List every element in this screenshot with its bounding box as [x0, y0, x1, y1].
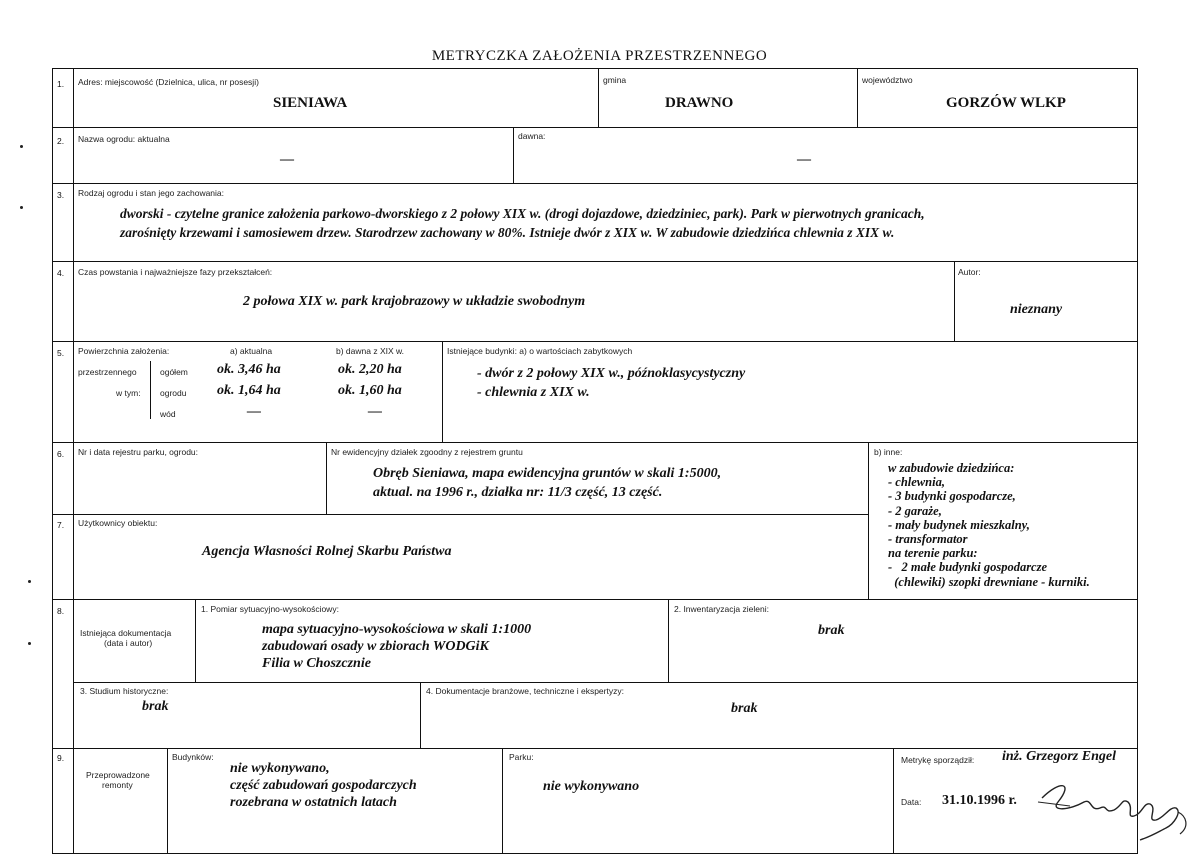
register-label: Nr i data rejestru parku, ogrodu: — [78, 447, 199, 457]
area-current-label: a) aktualna — [230, 346, 273, 356]
voivodeship-value: GORZÓW WLKP — [946, 95, 1066, 111]
section-number: 8. — [57, 606, 65, 616]
date-value: 31.10.1996 r. — [942, 793, 1017, 808]
margin-mark — [28, 580, 31, 583]
area-former-garden: ok. 1,60 ha — [338, 383, 402, 398]
section-number: 5. — [57, 348, 65, 358]
section-number: 3. — [57, 190, 65, 200]
buildings-label: Istniejące budynki: a) o wartościach zabytkowych — [447, 346, 633, 356]
area-former-label: b) dawna z XIX w. — [336, 346, 405, 356]
plot-label: Nr ewidencyjny działek zgoodny z rejestrem gruntu — [331, 447, 523, 457]
author-label: Autor: — [958, 267, 981, 277]
document-title: METRYCZKA ZAŁOŻENIA PRZESTRZENNEGO — [431, 48, 768, 64]
other-buildings-list — [888, 461, 1090, 589]
users-value: Agencja Własności Rolnej Skarbu Państwa — [202, 544, 452, 559]
address-label: Adres: miejscowość (Dzielnica, ulica, nr posesji) — [78, 77, 259, 87]
gmina-label: gmina — [603, 75, 627, 85]
expertise-label: 4. Dokumentacje branżowe, techniczne i ekspertyzy: — [426, 686, 624, 696]
other-buildings-item: - 3 budynki gospodarcze, — [888, 489, 1016, 504]
buildings-repairs-line-3: rozebrana w ostatnich latach — [230, 795, 397, 810]
buildings-repairs-line-1: nie wykonywano, — [230, 761, 330, 776]
prepared-by-label: Metrykę sporządził: — [901, 755, 975, 765]
margin-mark — [28, 642, 31, 645]
address-value: SIENIAWA — [273, 95, 348, 111]
plot-line-2: aktual. na 1996 r., działka nr: 11/3 część, 13 część. — [373, 485, 663, 500]
spatial-label: przestrzennego — [78, 367, 137, 377]
other-buildings-item: - transformator — [888, 532, 968, 547]
margin-mark — [20, 206, 23, 209]
gmina-value: DRAWNO — [665, 95, 734, 111]
other-buildings-item: (chlewiki) szopki drewniane - kurniki. — [888, 574, 1090, 589]
section-number: 2. — [57, 136, 65, 146]
area-former-total: ok. 2,20 ha — [338, 362, 402, 377]
other-buildings-item: - 2 garaże, — [888, 503, 942, 518]
history-value: 2 połowa XIX w. park krajobrazowy w układzie swobodnym — [243, 294, 586, 309]
garden-label: ogrodu — [160, 388, 187, 398]
including-label: w tym: — [116, 388, 141, 398]
documentation-sublabel: (data i autor) — [104, 638, 153, 648]
repairs-label: Przeprowadzone — [86, 770, 150, 780]
former-name-value: — — [797, 152, 811, 167]
section-number: 9. — [57, 753, 65, 763]
area-current-total: ok. 3,46 ha — [217, 362, 281, 377]
margin-mark — [20, 145, 23, 148]
other-buildings-label: b) inne: — [874, 447, 903, 457]
greenery-label: 2. Inwentaryzacja zieleni: — [674, 604, 769, 614]
other-buildings-item: w zabudowie dziedzińca: — [888, 461, 1015, 475]
other-buildings-item: - mały budynek mieszkalny, — [888, 517, 1030, 532]
buildings-repairs-label: Budynków: — [172, 752, 214, 762]
voivodeship-label: województwo — [862, 75, 913, 85]
section-number: 6. — [57, 449, 65, 459]
survey-line-1: mapa sytuacyjno-wysokościowa w skali 1:1000 — [262, 622, 532, 637]
garden-type-line-1: dworski - czytelne granice założenia parkowo-dworskiego z 2 połowy XIX w. (drogi dojazdowe, dziedziniec, park). Park w pierwotnych granicach, — [120, 206, 925, 221]
buildings-repairs-line-2: część zabudowań gospodarczych — [230, 778, 417, 793]
study-label: 3. Studium historyczne: — [80, 686, 169, 696]
author-value: nieznany — [1010, 302, 1063, 317]
water-label: wód — [160, 409, 176, 419]
history-label: Czas powstania i najważniejsze fazy przekształceń: — [78, 267, 273, 277]
survey-line-3: Filia w Choszcznie — [262, 656, 371, 671]
documentation-label: Istniejąca dokumentacja — [80, 628, 172, 638]
plot-line-1: Obręb Sieniawa, mapa ewidencyjna gruntów w skali 1:5000, — [373, 466, 722, 481]
garden-name-label: Nazwa ogrodu: aktualna — [78, 134, 170, 144]
area-label: Powierzchnia założenia: — [78, 346, 170, 356]
section-number: 4. — [57, 268, 65, 278]
building-1: - dwór z 2 połowy XIX w., późnoklasycystyczny — [477, 366, 746, 381]
signature — [1030, 772, 1195, 844]
expertise-value: brak — [731, 701, 758, 716]
area-former-water: — — [368, 404, 382, 419]
survey-line-2: zabudowań osady w zbiorach WODGiK — [262, 639, 489, 654]
study-value: brak — [142, 699, 169, 714]
garden-type-label: Rodzaj ogrodu i stan jego zachowania: — [78, 188, 225, 198]
repairs-sublabel: remonty — [102, 780, 133, 790]
prepared-by-value: inż. Grzegorz Engel — [1002, 749, 1116, 764]
other-buildings-item: - 2 małe budynki gospodarcze — [888, 560, 1048, 575]
area-current-water: — — [247, 404, 261, 419]
other-buildings-item: - chlewnia, — [888, 475, 945, 490]
total-label: ogółem — [160, 367, 188, 377]
survey-label: 1. Pomiar sytuacyjno-wysokościowy: — [201, 604, 339, 614]
area-current-garden: ok. 1,64 ha — [217, 383, 281, 398]
garden-type-line-2: zarośnięty krzewami i samosiewem drzew. Starodrzew zachowany w 80%. Istnieje dwór z XIX w. W zabudowie dziedzińca chlewnia z XIX w. — [120, 225, 895, 240]
date-label: Data: — [901, 797, 922, 807]
other-buildings-item: na terenie parku: — [888, 546, 978, 561]
users-label: Użytkownicy obiektu: — [78, 518, 158, 528]
park-repairs-label: Parku: — [509, 752, 534, 762]
former-name-label: dawna: — [518, 131, 546, 141]
section-number: 1. — [57, 79, 65, 89]
greenery-value: brak — [818, 623, 845, 638]
garden-name-value: — — [280, 152, 294, 167]
building-2: - chlewnia z XIX w. — [477, 385, 590, 400]
section-number: 7. — [57, 520, 65, 530]
park-repairs-value: nie wykonywano — [543, 779, 640, 794]
